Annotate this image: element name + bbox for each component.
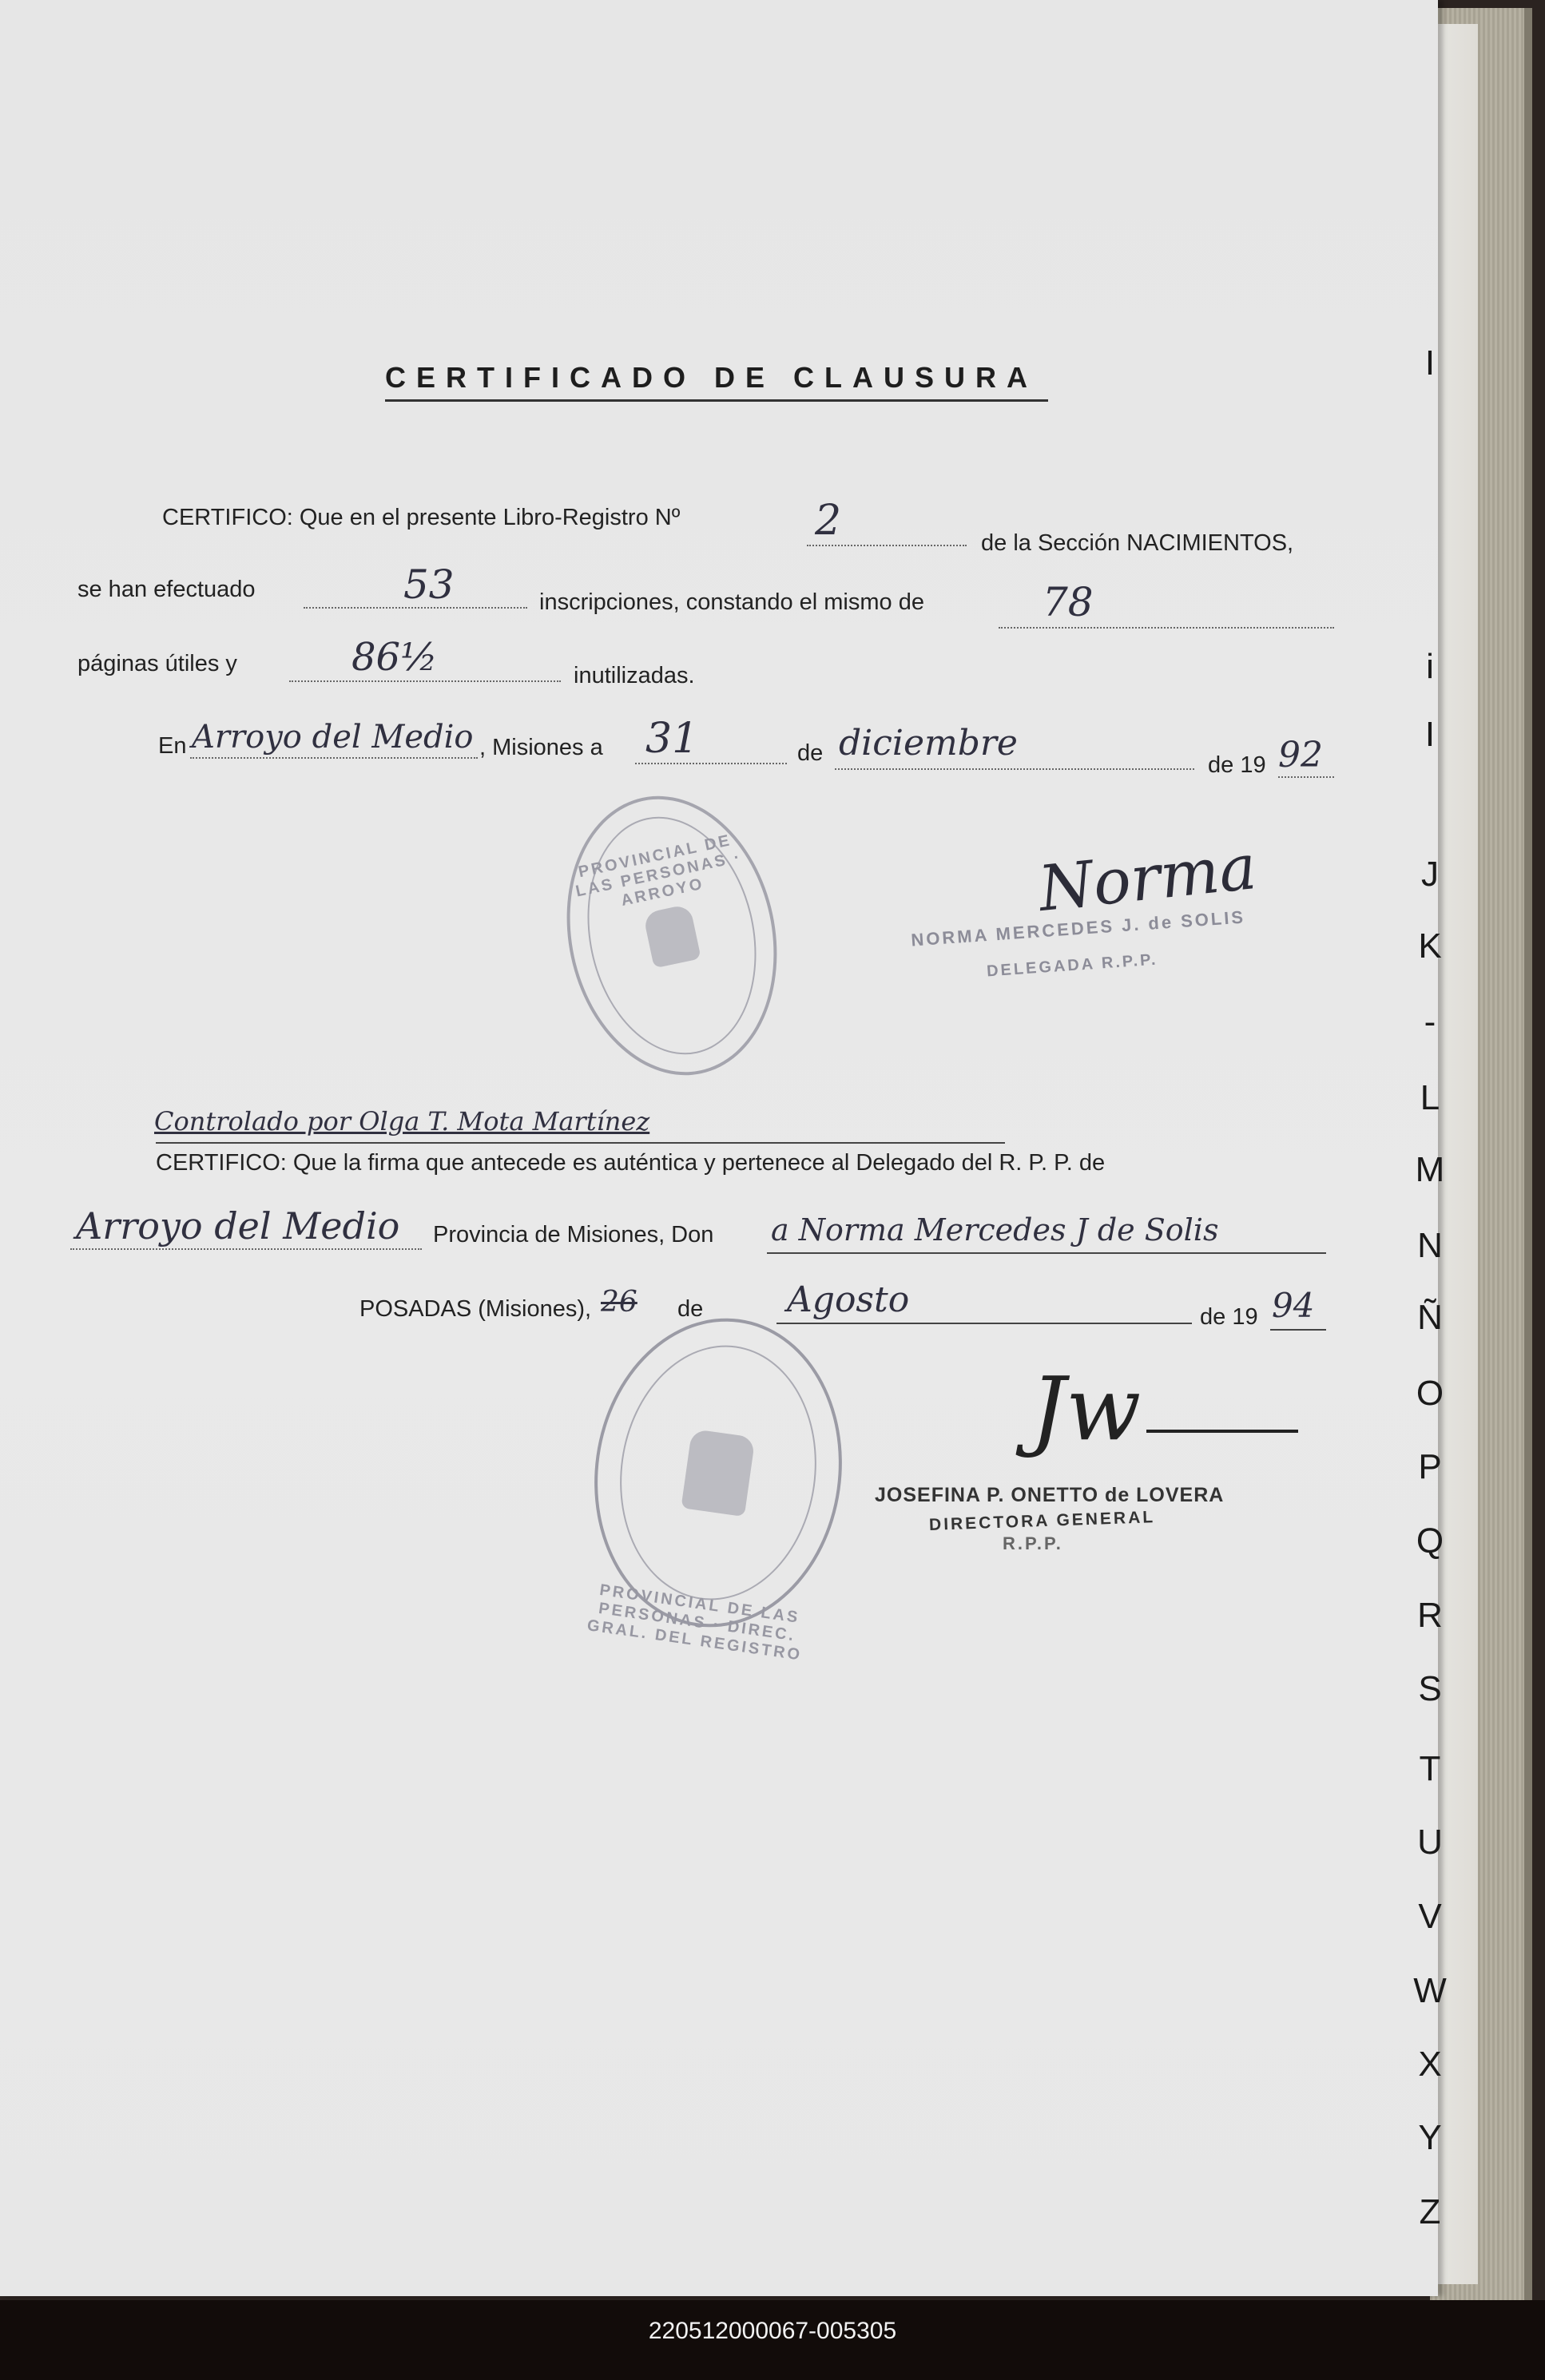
- cert1-line4-misiones: , Misiones a: [479, 735, 603, 760]
- cert2-anio-line: [1270, 1329, 1326, 1331]
- cert2-mes-value: Agosto: [787, 1279, 910, 1320]
- index-tab-l[interactable]: L: [1420, 1078, 1440, 1117]
- delegate-signature: Norma: [1035, 831, 1260, 926]
- image-id-text: 220512000067-005305: [648, 2318, 897, 2344]
- cert1-line4-year-prefix: de 19: [1208, 752, 1266, 778]
- index-tab-m[interactable]: M: [1415, 1150, 1445, 1189]
- cert1-line4-de: de: [797, 740, 824, 766]
- dia-dotline: [635, 763, 787, 764]
- cert1-line4-en: En: [158, 733, 187, 759]
- controlled-by-annotation: Controlado por Olga T. Mota Martínez: [154, 1106, 650, 1136]
- cert2-lugar-value: Arroyo del Medio: [76, 1204, 400, 1248]
- registro-no-value: 2: [815, 497, 842, 545]
- cert1-mes-value: diciembre: [839, 723, 1018, 764]
- cert2-nombre-line: [767, 1252, 1326, 1254]
- index-tab-enie[interactable]: Ñ: [1417, 1298, 1443, 1337]
- index-tab-y[interactable]: Y: [1418, 2118, 1442, 2157]
- index-tab-t[interactable]: T: [1419, 1749, 1441, 1788]
- index-tab-i-lower[interactable]: i: [1426, 647, 1434, 686]
- paginas-dotline: [999, 627, 1334, 629]
- director-org: R.P.P.: [1003, 1533, 1063, 1553]
- index-tab-k[interactable]: K: [1418, 926, 1442, 966]
- paginas-value: 78: [1043, 579, 1094, 625]
- index-tab-v[interactable]: V: [1418, 1897, 1442, 1936]
- index-tab-x[interactable]: X: [1418, 2045, 1442, 2084]
- cert2-nombre-value: a Norma Mercedes J de Solis: [771, 1212, 1219, 1248]
- image-id-footer: [0, 2300, 1545, 2380]
- cert1-line1-end: de la Sección NACIMIENTOS,: [981, 530, 1294, 556]
- lugar-dotline: [190, 757, 478, 759]
- index-tab-r[interactable]: R: [1417, 1596, 1443, 1635]
- index-tab-w[interactable]: W: [1413, 1971, 1447, 2010]
- index-tab-q[interactable]: Q: [1416, 1521, 1444, 1561]
- director-title: DIRECTORA GENERAL: [928, 1508, 1156, 1534]
- index-tab-i-upper-2[interactable]: I: [1424, 715, 1436, 754]
- index-tab-p[interactable]: P: [1418, 1447, 1442, 1486]
- registry-stamp-1: PROVINCIAL DE LAS PERSONAS · ARROYO: [542, 776, 802, 1095]
- cert1-anio-value: 92: [1278, 735, 1323, 775]
- index-tab-o[interactable]: O: [1416, 1374, 1444, 1413]
- delegate-title-stamp: DELEGADA R.P.P.: [986, 950, 1159, 981]
- index-tab-dash[interactable]: -: [1424, 1002, 1436, 1041]
- cert1-line2-middle: inscripciones, constando el mismo de: [539, 589, 924, 615]
- cert1-line1-text: CERTIFICO: Que en el presente Libro-Registro Nº: [162, 505, 681, 530]
- inutilizadas-value: 86½: [351, 635, 438, 680]
- cert1-lugar-value: Arroyo del Medio: [192, 719, 474, 756]
- cert2-mes-line: [776, 1323, 1192, 1324]
- cert2-line2-text: Provincia de Misiones, Don: [433, 1222, 714, 1248]
- registry-stamp-2: PROVINCIAL DE LAS PERSONAS · DIREC. GRAL. DEL REGISTRO: [574, 1302, 861, 1643]
- cert2-line3-year-prefix: de 19: [1200, 1304, 1258, 1330]
- anio-dotline: [1278, 776, 1334, 778]
- index-tab-n[interactable]: N: [1417, 1226, 1443, 1265]
- cert2-separator-line: [156, 1142, 1005, 1144]
- cert2-line3-text: POSADAS (Misiones),: [359, 1296, 592, 1322]
- index-tab-s[interactable]: S: [1418, 1669, 1442, 1708]
- registro-no-dotline: [807, 545, 967, 546]
- director-name: JOSEFINA P. ONETTO de LOVERA: [875, 1484, 1225, 1506]
- index-tab-u[interactable]: U: [1417, 1823, 1443, 1862]
- index-tab-z[interactable]: Z: [1419, 2192, 1441, 2231]
- director-signature-stroke: [1146, 1430, 1298, 1433]
- inutilizadas-dotline: [289, 680, 561, 682]
- cert2-line3-de: de: [677, 1296, 704, 1322]
- delegate-name-stamp: NORMA MERCEDES J. de SOLIS: [910, 906, 1246, 950]
- cert1-dia-value: 31: [645, 715, 699, 763]
- cert1-line2-text: se han efectuado: [77, 577, 256, 602]
- mes-dotline: [835, 768, 1194, 770]
- index-tab-i-upper[interactable]: I: [1424, 343, 1436, 383]
- director-signature: Jw: [1031, 1358, 1142, 1460]
- cert1-line3-text: páginas útiles y: [77, 651, 237, 676]
- cert2-line1-text: CERTIFICO: Que la firma que antecede es auténtica y pertenece al Delegado del R. P. P. de: [156, 1150, 1106, 1176]
- cert2-lugar-dotline: [70, 1248, 422, 1250]
- page-title: CERTIFICADO DE CLAUSURA: [385, 361, 1048, 402]
- cert1-line3-end: inutilizadas.: [574, 663, 695, 688]
- index-tab-j[interactable]: J: [1421, 855, 1439, 894]
- inscripciones-value: 53: [403, 561, 455, 608]
- cert2-dia-value: 26: [601, 1286, 637, 1319]
- cert2-anio-value: 94: [1272, 1286, 1315, 1325]
